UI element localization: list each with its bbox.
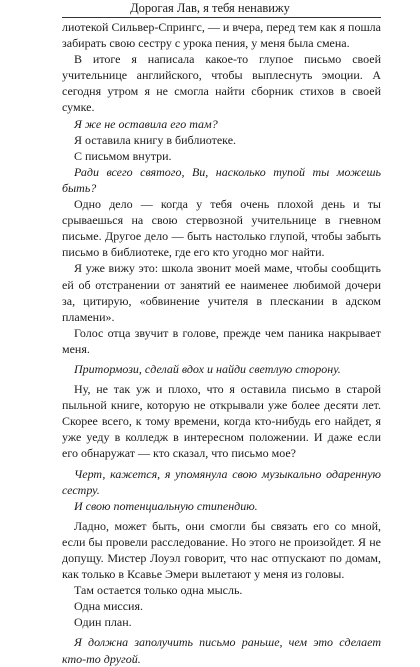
paragraph: В итоге я написала какое-то глупое письмо своей учительнице английского, чтобы выплеснуть эмоции. А сегодня утром я не смогла найти сборник стихов в своей сумке. — [62, 52, 381, 115]
header-rule — [62, 17, 381, 18]
italic-thought: И свою потенциальную стипендию. — [74, 498, 258, 513]
italic-thought: Я же не оставила его там? — [74, 116, 218, 131]
italic-thought: Я должна заполучить письмо раньше, чем это сделает кто-то другой. — [62, 635, 381, 666]
paragraph: Я оставила книгу в библиотеке. — [74, 132, 237, 147]
paragraph: лиотекой Сильвер-Спрингс, — и вчера, перед тем как я пошла забирать свою сестру с урока пения, у меня была смена. — [62, 20, 381, 51]
paragraph: Голос отца звучит в голове, прежде чем паника накрывает меня. — [62, 325, 381, 356]
paragraph: С письмом внутри. — [74, 148, 172, 163]
italic-thought: Ради всего святого, Ви, насколько тупой ты можешь быть? — [62, 164, 381, 195]
paragraph: Я уже вижу это: школа звонит моей маме, чтобы сообщить ей об отстранении от занятий ее наименее любимой дочери за, цитирую, «обвинение учителя в плескании в адском пламени». — [62, 261, 381, 324]
paragraph: Одна миссия. — [74, 599, 143, 614]
italic-thought: Черт, кажется, я упомянула свою музыкально одаренную сестру. — [62, 466, 381, 497]
paragraph: Одно дело — когда у тебя очень плохой день и ты срываешься на свою стервозной учительнице в гневном письме. Другое дело — быть настолько глупой, чтобы забыть письмо в библиотеке, где его кто угодно мог найти. — [62, 197, 381, 260]
italic-thought: Притормози, сделай вдох и найди светлую сторону. — [74, 361, 341, 376]
paragraph: Там остается только одна мысль. — [74, 583, 243, 598]
paragraph: Один план. — [74, 615, 132, 630]
paragraph: Ладно, может быть, они смогли бы связать его со мной, если бы провели расследование. Но этого не произойдет. Я не допущу. Мистер Лоуэл говорит, что нас отпускают по домам, как только в Ксавье Эмери вылетают у меня из головы. — [62, 518, 381, 582]
running-header: Дорогая Лав, я тебя ненавижу — [130, 1, 290, 15]
body-text — [62, 19, 381, 667]
paragraph: Ну, не так уж и плохо, что я оставила письмо в старой пыльной книге, которую не открывали уже более десяти лет. Скорее всего, к тому времени, когда кто-нибудь его найдет, я уже уеду в колледж в интересном положении. И даже если его обнаружат — кто сказал, что письмо мое? — [62, 382, 381, 461]
